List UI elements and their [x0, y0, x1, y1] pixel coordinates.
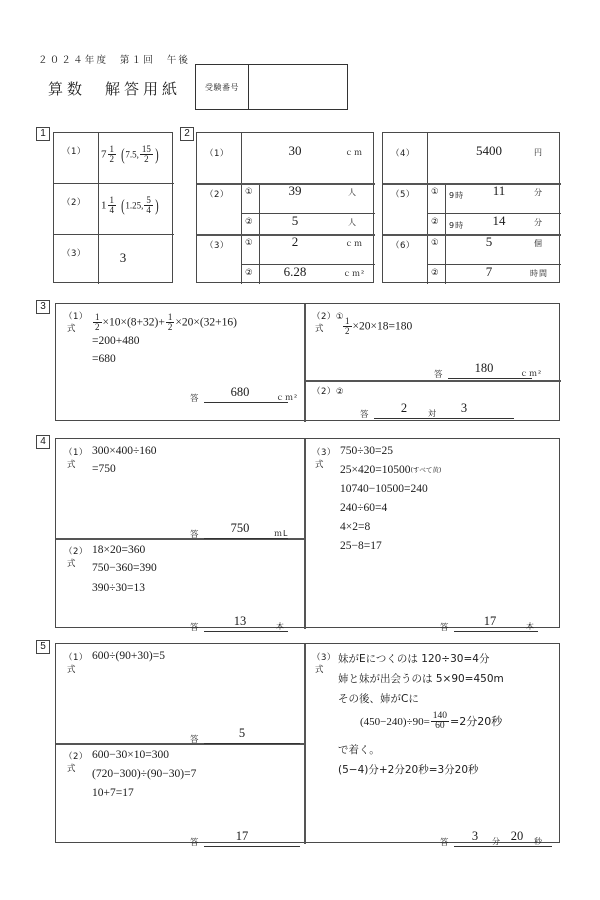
q4-box	[55, 438, 560, 628]
q1-row-0-label: （1）	[62, 147, 86, 157]
q4-p2-line-1: 750−360=390	[92, 562, 157, 574]
q2-right-row-3-value[interactable]: 5	[485, 234, 493, 249]
q4-p2-answer-value[interactable]: 13	[233, 614, 247, 628]
q1-row-2-label: （3）	[62, 249, 86, 259]
q5-p3-line-4	[360, 712, 502, 733]
question-number-5: 5	[36, 640, 50, 654]
q2-right-row-4-value[interactable]: 7	[485, 264, 493, 279]
q5-p3-line-3: その後、姉がCに	[338, 693, 419, 705]
q2-left-row-0-value[interactable]: 30	[288, 143, 302, 158]
q3-p2a-line-0: $\frac{1}{2}$ ×20×18=180	[345, 315, 413, 336]
q5-p1-line-0: 600÷(90+30)=5	[92, 650, 165, 662]
q5-p2-answer-value[interactable]: 17	[235, 829, 249, 843]
q4-p1-line-1: =750	[92, 463, 116, 475]
q4-p3-line-1-text: 25×420=10500	[340, 464, 411, 476]
q1-row-0-value: 7 $\frac{1}{2}$ (7.5, $\frac{15}{2}$ )	[101, 143, 159, 164]
q5-p3-answer-value-1[interactable]: 3	[471, 829, 479, 843]
q2-left-row-2-value[interactable]: 5	[291, 213, 299, 228]
q2-left-row-3-value[interactable]: 2	[291, 234, 299, 249]
q3-p2a-answer-unit: ｃｍ²	[520, 369, 543, 378]
q5-p1-answer-label: 答	[190, 735, 199, 745]
q4-p2-answer-unit: 本	[276, 622, 285, 631]
q5-p3-line-4-pre: (450−240)÷90=	[360, 716, 430, 728]
q2-right-row-2-prefix: 9時	[449, 221, 465, 230]
q3-p1-label: （1）	[64, 312, 88, 322]
q2-left-row-1-label: （2）	[205, 190, 229, 200]
q4-p2-line-2: 390÷30=13	[92, 582, 146, 594]
exam-number-input[interactable]	[249, 65, 347, 109]
exam-number-label: 受験番号	[196, 65, 249, 109]
q3-p1-answer-value[interactable]: 680	[230, 385, 250, 399]
exam-number-box	[195, 64, 348, 110]
q2-right-row-4-sub: ②	[431, 268, 439, 278]
q4-p3-label: （3）	[312, 448, 336, 458]
q3-p2b-label: （2）②	[312, 387, 345, 397]
q2-right-row-0-value[interactable]: 5400	[476, 143, 502, 158]
q5-p1-label: （1）	[64, 653, 88, 663]
q2-left-row-1-unit: 人	[348, 188, 357, 197]
q5-p3-frac-num: 140	[432, 710, 448, 721]
q3-p2a-answer-value[interactable]: 180	[474, 361, 494, 375]
q4-p2-shiki: 式	[67, 559, 77, 569]
q3-p2a-answer-label: 答	[434, 370, 443, 380]
q3-p1-shiki: 式	[67, 324, 77, 334]
q4-p2-answer-label: 答	[190, 623, 199, 633]
q2-left-row-1-sub: ①	[245, 187, 253, 197]
q2-left-row-3-sub: ①	[245, 238, 253, 248]
q2-right-row-2-value[interactable]: 14	[492, 213, 506, 228]
q2-right-row-1-prefix: 9時	[449, 191, 465, 200]
q5-p1-shiki: 式	[67, 665, 77, 675]
q4-p1-shiki: 式	[67, 460, 77, 470]
q5-p3-frac-den: 60	[431, 721, 449, 732]
q3-p1-line-2: =680	[92, 353, 116, 365]
q2-left-row-2-unit: 人	[348, 218, 357, 227]
q3-p2b-answer-label: 答	[360, 410, 369, 420]
q5-p2-label: （2）	[64, 752, 88, 762]
q2-right-row-4-unit: 時間	[530, 269, 548, 278]
question-number-4: 4	[36, 435, 50, 449]
q2-right-row-2-unit: 分	[534, 218, 543, 227]
q4-p3-shiki: 式	[315, 460, 325, 470]
q5-p3-line-6: (5−4)分+2分20秒=3分20秒	[338, 764, 479, 776]
q4-p3-line-5: 25−8=17	[340, 540, 382, 552]
q4-p3-line-0: 750÷30=25	[340, 445, 394, 457]
q4-p2-line-0: 18×20=360	[92, 544, 146, 556]
q2-left-row-0-unit: ｃｍ	[345, 148, 363, 157]
q4-p1-line-0: 300×400÷160	[92, 445, 157, 457]
q5-p3-answer-value-2[interactable]: 20	[510, 829, 524, 843]
q4-p1-answer-label: 答	[190, 530, 199, 540]
q4-p3-note: (すべて黄)	[410, 466, 442, 474]
q3-p2a-shiki: 式	[315, 324, 325, 334]
q4-p3-answer-label: 答	[440, 623, 449, 633]
q5-p3-label: （3）	[312, 653, 336, 663]
q3-p1-answer-unit: ｃｍ²	[276, 393, 299, 402]
q4-p3-answer-unit: 本	[526, 622, 535, 631]
q3-p1-answer	[190, 385, 299, 404]
q4-p2-label: （2）	[64, 547, 88, 557]
q3-p2b-answer-mid: 対	[428, 409, 437, 418]
q5-p3-line-1: 妹がEにつくのは 120÷30=4分	[338, 653, 490, 665]
q2-right-row-1-unit: 分	[534, 188, 543, 197]
q2-right-row-3-label: （6）	[391, 241, 415, 251]
q2-left-row-4-value[interactable]: 6.28	[283, 264, 307, 279]
q5-p2-shiki: 式	[67, 764, 77, 774]
q5-p3-answer	[440, 829, 552, 847]
q4-p3-line-4: 4×2=8	[340, 521, 371, 533]
question-number-2: 2	[180, 127, 194, 141]
q5-p2-line-2: 10+7=17	[92, 787, 134, 799]
q2-right-row-1-sub: ①	[431, 187, 439, 197]
q4-p1-answer-value[interactable]: 750	[230, 521, 250, 535]
q4-p3-answer	[440, 614, 540, 632]
q2-left-row-1-value[interactable]: 39	[288, 183, 302, 198]
q1-row-2-value: 3	[119, 250, 127, 265]
q5-p3-line-5: で着く。	[338, 744, 380, 756]
question-number-1: 1	[36, 127, 50, 141]
q1-row-1-label: （2）	[62, 198, 86, 208]
q5-p2-line-0: 600−30×10=300	[92, 749, 169, 761]
q5-p3-answer-unit-1: 分	[492, 837, 501, 846]
q5-p2-answer	[190, 829, 300, 847]
q5-p3-answer-unit-2: 秒	[534, 837, 543, 846]
q5-p3-shiki: 式	[315, 665, 325, 675]
q5-p1-answer	[190, 726, 300, 744]
q2-left-row-0-label: （1）	[205, 149, 229, 159]
q3-p2a-label: （2）①	[312, 312, 345, 322]
q2-right-row-1-value[interactable]: 11	[492, 183, 506, 198]
q4-p1-answer	[190, 521, 290, 539]
q5-p3-answer-label: 答	[440, 838, 449, 848]
q1-row-1-value: 1 $\frac{1}{4}$ (1.25, $\frac{5}{4}$ )	[101, 194, 159, 215]
q2-left-row-4-sub: ②	[245, 268, 253, 278]
q4-p3-answer-value[interactable]: 17	[483, 614, 497, 628]
q3-p1-line-1: =200+480	[92, 335, 140, 347]
q2-left-row-2-sub: ②	[245, 217, 253, 227]
q5-p3-line-2: 姉と妹が出会うのは 5×90=450m	[338, 673, 504, 685]
q2-right-row-3-sub: ①	[431, 238, 439, 248]
q2-left-row-3-label: （3）	[205, 241, 229, 251]
q4-p3-line-3: 240÷60=4	[340, 502, 388, 514]
page-title: 算数 解答用紙	[48, 80, 182, 98]
q2-right-row-2-sub: ②	[431, 217, 439, 227]
q2-right-row-0-unit: 円	[534, 148, 543, 157]
q5-p1-answer-value[interactable]: 5	[238, 726, 246, 740]
q3-p2b-answer-value-1[interactable]: 2	[400, 401, 408, 415]
q3-p2b-answer	[360, 401, 510, 419]
q4-p1-answer-unit: ｍL	[274, 529, 289, 538]
question-number-3: 3	[36, 300, 50, 314]
q2-left-row-3-unit: ｃｍ	[345, 239, 363, 248]
q2-right-row-3-unit: 個	[534, 239, 543, 248]
q2-left-row-4-unit: ｃｍ²	[343, 269, 366, 278]
q5-p3-line-4-post: =2分20秒	[450, 715, 503, 728]
q2-right-row-0-label: （4）	[391, 149, 415, 159]
q4-p2-answer	[190, 614, 290, 632]
exam-year-line: ２０２４年度 第１回 午後	[38, 55, 191, 66]
q3-p2a-answer	[434, 361, 543, 380]
q3-p1-answer-label: 答	[190, 394, 199, 404]
q5-p2-line-1: (720−300)÷(90−30)=7	[92, 768, 197, 780]
q4-p3-line-2: 10740−10500=240	[340, 483, 428, 495]
q4-p1-label: （1）	[64, 448, 88, 458]
q5-p2-answer-label: 答	[190, 838, 199, 848]
q3-p2b-answer-value-2[interactable]: 3	[460, 401, 468, 415]
q4-p3-line-1	[340, 464, 441, 476]
q2-right-row-1-label: （5）	[391, 190, 415, 200]
q3-p1-line-0: $\frac{1}{2}$ ×10×(8+32)+ $\frac{1}{2}$ ×20×(32+16)	[95, 311, 237, 332]
